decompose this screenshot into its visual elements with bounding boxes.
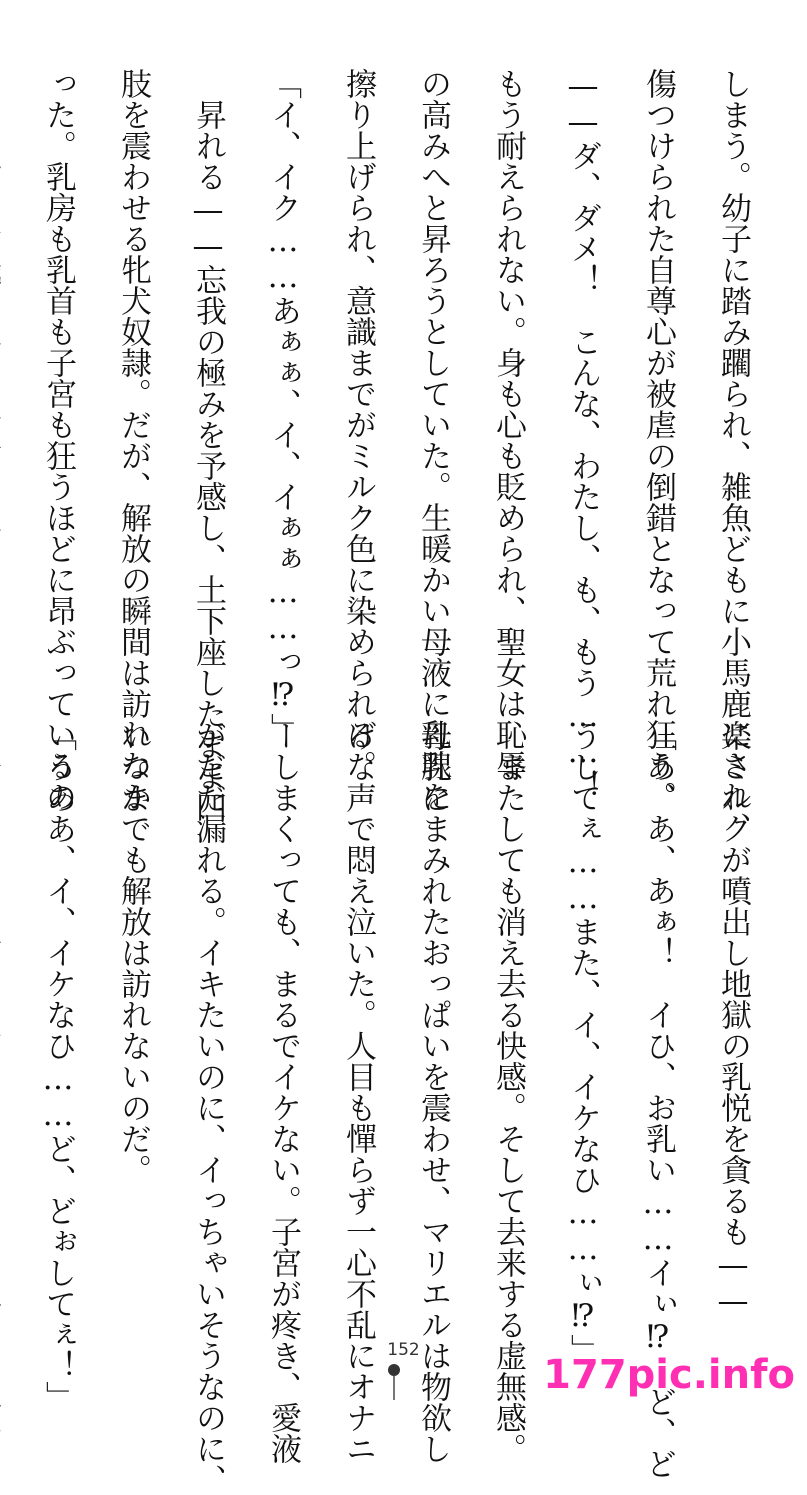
text-column: またしても消え去る快感。そして去来する虚無感。 [490,720,526,1464]
text-column: ーしまくっても、まるでイケない。子宮が疼き、愛液 [265,720,301,1464]
text-column: った。乳房も乳首も子宮も狂うほどに昂ぶっているの [40,68,76,812]
text-column: がだだ漏れる。イキたいのに、イっちゃいそうなのに、 [190,720,226,1495]
text-column: 楽ミルクが噴出し地獄の乳悦を貪るも—— [715,720,751,1319]
text-column: げな声で悶え泣いた。人目も憚らず一心不乱にオナニ [340,720,376,1464]
text-column [0,720,2,1330]
text-column: もう耐えられない。身も心も貶められ、聖女は恥辱 [490,68,526,781]
text-column: しまう。幼子に踏み躙られ、雑魚どもに小馬鹿にされ、 [715,68,751,843]
text-column: 傷つけられた自尊心が被虐の倒錯となって荒れ狂う。 [640,68,676,812]
text-column: ——ダ、ダメ！ こんな、わたし、も、もう……！ [565,68,601,801]
text-column [0,68,2,678]
text-column: の高みへと昇ろうとしていた。生暖かい母液に乳腺を [415,68,451,812]
text-column: うしてぇ……また、イ、イケなひ……ぃ⁉」 [565,720,601,1365]
text-column: 「うああ、イ、イケなひ……ど、どぉしてぇ！」 [40,720,76,1412]
page-marker-dot [388,1364,400,1376]
top-text-block [40,68,752,843]
text-column: いつまでも解放は訪れないのだ。 [115,720,151,1185]
text-column: 「あ、あ、あぁ！ イひ、お乳い……イぃ⁉ ど、ど [640,720,676,1479]
text-column: 肢を震わせる牝犬奴隷。だが、解放の瞬間は訪れなか [115,68,151,812]
page-number: 152 [387,1340,420,1360]
text-column: 母乳にまみれたおっぱいを震わせ、マリエルは物欲し [415,720,451,1464]
text-column: 昇れる——忘我の極みを予感し、土下座したまま四 [190,68,226,822]
page-marker-line [393,1376,395,1400]
watermark: 177pic.info [543,1352,795,1398]
text-column: 擦り上げられ、意識までがミルク色に染められる。 [340,68,376,781]
text-column: 「イ、イク……あぁぁ、イ、イぁぁ……っ⁉」 [265,68,301,744]
